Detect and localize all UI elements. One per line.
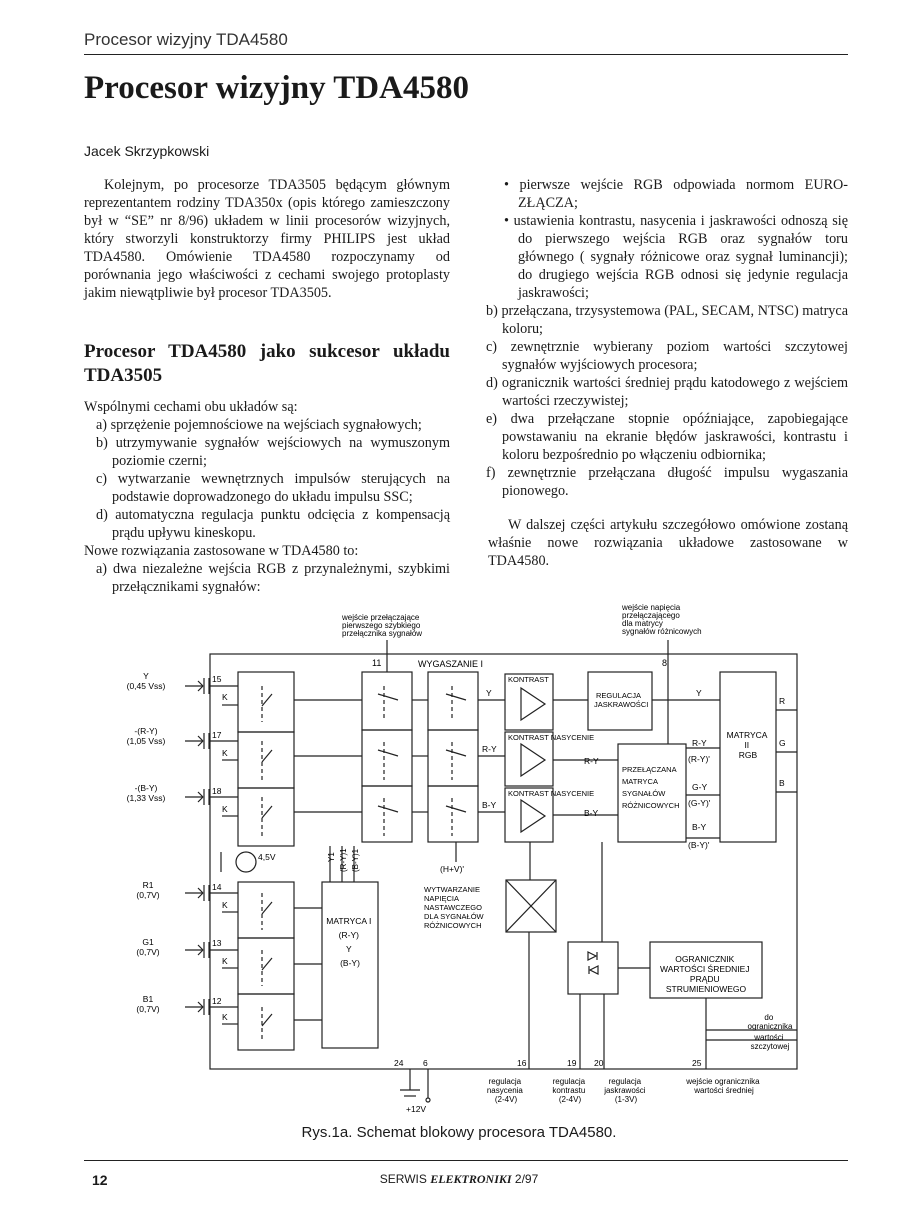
header-rule — [84, 54, 848, 55]
publication-footer: SERWIS ELEKTRONIKI 2/97 — [379, 1172, 539, 1186]
k-label: K — [222, 956, 228, 966]
blank-switch-box — [428, 672, 478, 730]
rgb-matrix-label: MATRYCA II RGB — [726, 730, 767, 760]
block-diagram — [0, 598, 918, 1118]
switched-matrix-label: PRZEŁĄCZANA MATRYCA SYGNAŁÓW RÓŻNICOWYCH — [622, 765, 680, 810]
footer-rule — [84, 1160, 848, 1161]
signal-label: B-Y — [584, 808, 599, 818]
supply-label: +12V — [406, 1104, 427, 1114]
new-item: e) dwa przełączane stopnie opóźniające, zapobiegające powstawaniu na ekranie błędów jaskrawości, kontrastu i koloru bezpośrednio po włączeniu odbiornika; — [486, 411, 848, 463]
pin-label: 15 — [212, 674, 222, 684]
output-label: B — [779, 778, 785, 788]
matrix1-label: MATRYCA I (R-Y) Y (B-Y) — [326, 916, 372, 968]
new-item: c) zewnętrznie wybierany poziom wartości szczytowej sygnałów wyjściowych procesora; — [486, 339, 848, 373]
pin-label: 8 — [662, 658, 668, 668]
output-label: R — [779, 696, 786, 706]
input-level: (0,45 Vss) — [126, 681, 166, 691]
matrix1-output: Y1 — [327, 852, 336, 862]
switch-blades — [262, 694, 466, 1026]
matrix1-output: (R-Y)1 — [339, 848, 348, 872]
bottom-label: regulacja kontrastu (2-4V) — [552, 1077, 586, 1104]
input-level: (1,33 Vss) — [126, 793, 166, 803]
limiter-label: OGRANICZNIK WARTOŚCI ŚREDNIEJ PRĄDU STRUMIENIOWEGO — [660, 954, 750, 994]
signal-label: G-Y — [692, 782, 708, 792]
closing-paragraph: W dalszej części artykułu szczegółowo omówione zostaną właśnie nowe rozwiązania układowe zastosowane w TDA4580. — [488, 517, 848, 569]
output-label: G — [779, 738, 786, 748]
new-item: b) przełączana, trzysystemowa (PAL, SECAM, NTSC) matryca koloru; — [486, 303, 848, 337]
contrast-label: KONTRAST — [508, 675, 549, 684]
voltage-source — [236, 852, 256, 872]
input-level: (0,7V) — [136, 947, 160, 957]
input-level: (0,7V) — [136, 1004, 160, 1014]
intro-paragraph: Kolejnym, po procesorze TDA3505 będącym głównym reprezentantem rodziny TDA350x (opis którego zamieszczony był w “SE” nr 8/96) układem w linii procesorów wizyjnych, który stworzyli konstruktorzy firmy PHILIPS jest układ TDA4580. Omówienie TDA4580 rozpoczynamy od porównania jego właściwości z cechami swojego protoplasty jakim niewątpliwie był procesor TDA3505. — [84, 177, 450, 301]
amp-triangle — [521, 688, 545, 720]
blank-switch-box — [428, 786, 478, 842]
new-item: f) zewnętrznie przełączana długość impulsu wygaszania pionowego. — [486, 465, 848, 499]
bottom-label: regulacja jaskrawości (1-3V) — [604, 1077, 646, 1104]
common-item: b) utrzymywanie sygnałów wejściowych na wymuszonym poziomie czerni; — [96, 435, 450, 469]
common-item: c) wytwarzanie wewnętrznych impulsów sterujących na podstawie doprowadzonego do układu impulsu SSC; — [96, 471, 450, 505]
pin-label: 11 — [372, 658, 382, 668]
signal-label: (G-Y)' — [688, 798, 711, 808]
k-label: K — [222, 748, 228, 758]
signal-label: (R-Y)' — [688, 754, 710, 764]
pin-label: 25 — [692, 1058, 702, 1068]
input-level: (0,7V) — [136, 890, 160, 900]
peak-label: wartości szczytowej — [750, 1033, 790, 1051]
pin-label: 19 — [567, 1058, 577, 1068]
article-title: Procesor wizyjny TDA4580 — [84, 70, 469, 106]
fast-switch-box — [362, 672, 412, 730]
common-intro: Wspólnymi cechami obu układów są: — [84, 399, 298, 415]
input-name: -(R-Y) — [134, 726, 158, 736]
signal-label: Y — [486, 688, 492, 698]
input-name: G1 — [142, 937, 154, 947]
to-limiter-label: do ogranicznika — [747, 1013, 793, 1031]
fast-switch-box — [362, 786, 412, 842]
right-column — [488, 176, 848, 570]
k-label: K — [222, 1012, 228, 1022]
pin-label: 6 — [423, 1058, 428, 1068]
new-intro: Nowe rozwiązania zastosowane w TDA4580 to: — [84, 543, 359, 559]
figure-caption: Rys.1a. Schemat blokowy procesora TDA4580. — [301, 1124, 617, 1141]
matrix-switch-label: wejście napięcia przełączającego dla matrycy sygnałów różnicowych — [622, 603, 702, 636]
pin-label: 24 — [394, 1058, 404, 1068]
pin-label: 18 — [212, 786, 222, 796]
brightness-label: REGULACJA JASKRAWOŚCI — [594, 691, 649, 709]
input-name: B1 — [142, 994, 154, 1004]
input-level: (1,05 Vss) — [126, 736, 166, 746]
common-item: d) automatyczna regulacja punktu odcięcia z kompensacją prądu upływu kineskopu. — [96, 507, 450, 541]
left-column — [84, 176, 450, 596]
voltage-label: 4,5V — [258, 852, 276, 862]
new-item: d) ogranicznik wartości średniej prądu katodowego z wejściem wartości rzeczywistej; — [486, 375, 848, 409]
switch-box — [238, 732, 294, 788]
page-number: 12 — [92, 1172, 108, 1188]
pin-label: 14 — [212, 882, 222, 892]
k-label: K — [222, 900, 228, 910]
input-name: R1 — [142, 880, 154, 890]
switch-box — [238, 788, 294, 846]
new-item-a: a) dwa niezależne wejścia RGB z przynależnymi, szybkimi przełącznikami sygnałów: — [96, 561, 450, 595]
input-caps — [185, 678, 238, 1015]
hv-label: (H+V)' — [440, 864, 465, 874]
signal-label: B-Y — [482, 800, 497, 810]
ref-gen-label: WYTWARZANIE NAPIĘCIA NASTAWCZEGO DLA SYGNAŁÓW RÓŻNICOWYCH — [424, 885, 484, 930]
k-label: K — [222, 692, 228, 702]
signal-label: Y — [696, 688, 702, 698]
input-name: -(B-Y) — [134, 783, 158, 793]
pin-label: 20 — [594, 1058, 604, 1068]
bullet-item: • ustawienia kontrastu, nasycenia i jaskrawości odnoszą się do pierwszego wejścia RGB oraz sygnałów toru głównego ( sygnały różnicowe oraz sygnał luminancji); do drugiego wejścia RGB odnosi się jedynie regulacja jaskrawości; — [504, 213, 848, 301]
amp-triangle — [521, 744, 545, 776]
signal-label: R-Y — [692, 738, 707, 748]
fast-switch-label: wejście przełączające pierwszego szybkiego przełącznika sygnałów — [342, 613, 423, 638]
bottom-label: wejście ogranicznika wartości średniej — [686, 1077, 760, 1095]
bottom-label: regulacja nasycenia (2-4V) — [486, 1077, 523, 1104]
article-author: Jacek Skrzypkowski — [84, 143, 210, 159]
pin-label: 17 — [212, 730, 222, 740]
input-name: Y — [143, 671, 149, 681]
signal-label: B-Y — [692, 822, 707, 832]
blank-switch-box — [428, 730, 478, 786]
signal-label: (B-Y)' — [688, 840, 710, 850]
pin-label: 13 — [212, 938, 222, 948]
contrast-sat-label: KONTRAST NASYCENIE — [508, 733, 595, 742]
fast-switch-box — [362, 730, 412, 786]
running-title: Procesor wizyjny TDA4580 — [84, 30, 288, 49]
section-heading: Procesor TDA4580 jako sukcesor układu TDA3505 — [84, 341, 450, 386]
signal-label: R-Y — [584, 756, 599, 766]
pin-label: 12 — [212, 996, 222, 1006]
pin-label: 16 — [517, 1058, 527, 1068]
blanking-label: WYGASZANIE I — [418, 659, 484, 669]
matrix1-output: (B-Y)1 — [351, 848, 360, 872]
amp-triangle — [521, 800, 545, 832]
bullet-item: • pierwsze wejście RGB odpowiada normom EURO-ZŁĄCZA; — [504, 177, 849, 211]
chip-outline — [210, 654, 797, 1069]
k-label: K — [222, 804, 228, 814]
common-item: a) sprzężenie pojemnościowe na wejściach sygnałowych; — [96, 417, 422, 433]
signal-label: R-Y — [482, 744, 497, 754]
contrast-sat-label: KONTRAST NASYCENIE — [508, 789, 595, 798]
